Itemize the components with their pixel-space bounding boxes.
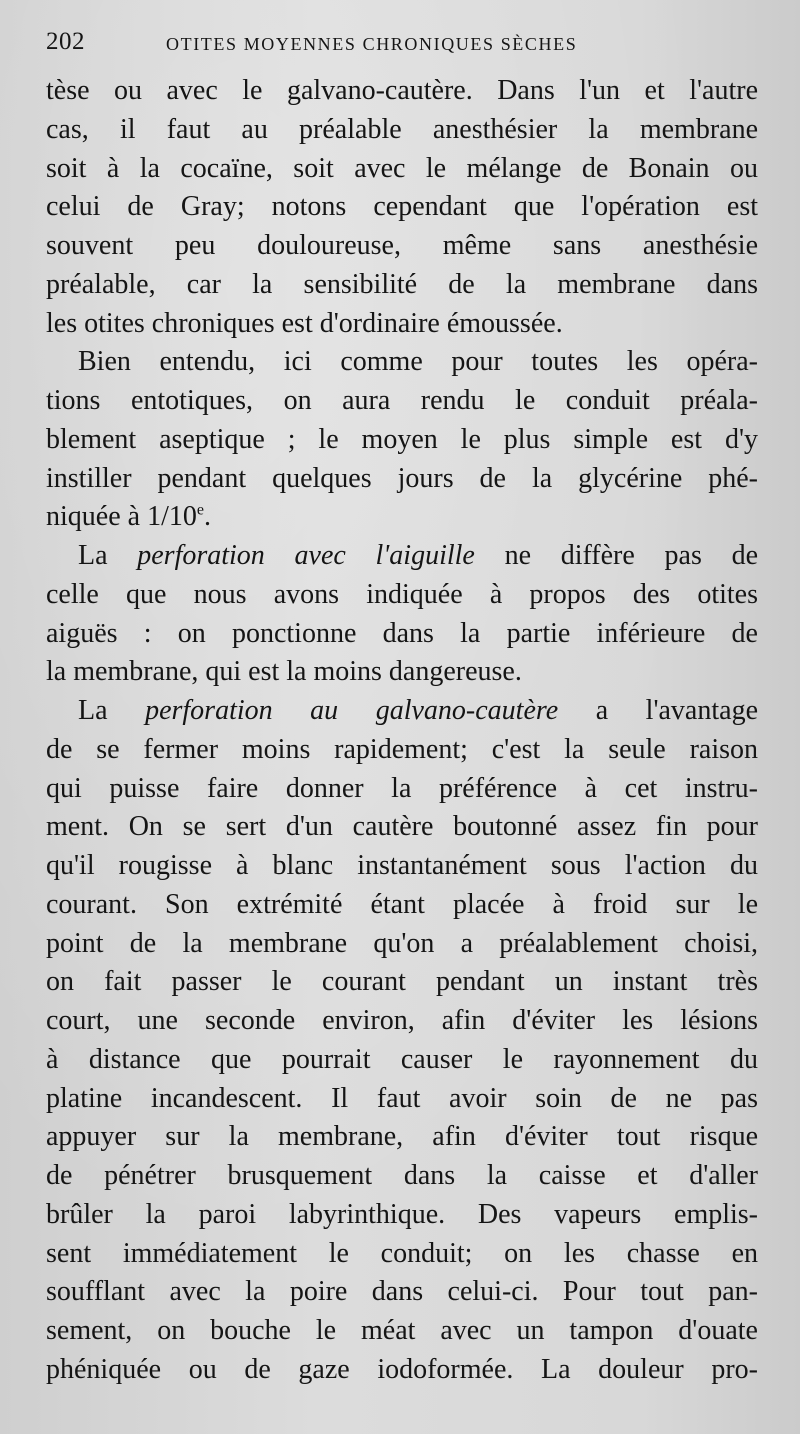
- text-fragment: a l'avantage: [558, 695, 758, 726]
- text-line: [46, 537, 758, 576]
- text-line: courant. Son extrémité étant placée à froid sur le: [46, 888, 758, 920]
- text-line: platine incandescent. Il faut avoir soin de ne pas: [46, 1082, 758, 1114]
- text-line: [46, 498, 758, 537]
- text-line: sent immédiatement le conduit; on les chasse en: [46, 1237, 758, 1269]
- text-line: à distance que pourrait causer le rayonnement du: [46, 1043, 758, 1075]
- text-line: appuyer sur la membrane, afin d'éviter tout risque: [46, 1121, 758, 1153]
- text-line: tions entotiques, on aura rendu le conduit préala-: [46, 385, 758, 416]
- text-line: [46, 692, 758, 731]
- text-line: cas, il faut au préalable anesthésier la membrane: [46, 113, 758, 145]
- text-line: celle que nous avons indiquée à propos des otites: [46, 578, 758, 610]
- text-line: court, une seconde environ, afin d'éviter les lésions: [46, 1005, 758, 1036]
- italic-term: perforation au galvano-cautère: [145, 695, 559, 726]
- text-fragment: La: [78, 695, 146, 726]
- text-line: ment. On se sert d'un cautère boutonné assez fin pour: [46, 811, 758, 843]
- text-line: tèse ou avec le galvano-cautère. Dans l'un et l'autre: [46, 75, 758, 106]
- text-line: sement, on bouche le méat avec un tampon d'ouate: [46, 1315, 758, 1346]
- text-line: de se fermer moins rapidement; c'est la seule raison: [46, 733, 758, 765]
- text-line: phéniquée ou de gaze iodoformée. La douleur pro-: [46, 1353, 758, 1385]
- running-title: OTITES MOYENNES CHRONIQUES SÈCHES: [166, 34, 578, 54]
- text-line: soit à la cocaïne, soit avec le mélange de Bonain ou: [46, 152, 758, 184]
- italic-term: perforation avec l'aiguille: [137, 540, 475, 571]
- text-line: soufflant avec la poire dans celui-ci. Pour tout pan-: [46, 1276, 758, 1308]
- text-line: on fait passer le courant pendant un instant très: [46, 966, 758, 998]
- superscript: e: [196, 501, 204, 519]
- text-line: souvent peu douloureuse, même sans anesthésie: [46, 230, 758, 261]
- page-header: [46, 22, 766, 62]
- text-line: préalable, car la sensibilité de la membrane dans: [46, 268, 758, 300]
- text-line: aiguës : on ponctionne dans la partie inférieure de: [46, 617, 758, 649]
- text-line: qui puisse faire donner la préférence à cet instru-: [46, 772, 758, 804]
- text-line: instiller pendant quelques jours de la glycérine phé-: [46, 462, 758, 494]
- text-line: la membrane, qui est la moins dangereuse.: [46, 656, 522, 688]
- text-fragment: ne diffère pas de: [474, 540, 758, 571]
- page-number: 202: [46, 28, 85, 55]
- text-fragment: .: [203, 501, 211, 533]
- text-line: Bien entendu, ici comme pour toutes les opéra-: [78, 346, 758, 378]
- body-text: [46, 72, 758, 1390]
- text-line: celui de Gray; notons cependant que l'opération est: [46, 191, 758, 223]
- text-line: qu'il rougisse à blanc instantanément sous l'action du: [46, 850, 758, 881]
- text-line: les otites chroniques est d'ordinaire émoussée.: [46, 307, 563, 339]
- text-line: de pénétrer brusquement dans la caisse et d'aller: [46, 1160, 758, 1191]
- text-line: point de la membrane qu'on a préalablement choisi,: [46, 927, 758, 959]
- text-fragment: La: [78, 540, 138, 571]
- text-line: brûler la paroi labyrinthique. Des vapeurs emplis-: [46, 1198, 758, 1230]
- text-line: blement aseptique ; le moyen le plus simple est d'y: [46, 423, 758, 455]
- text-fragment: niquée à 1/10: [46, 501, 197, 533]
